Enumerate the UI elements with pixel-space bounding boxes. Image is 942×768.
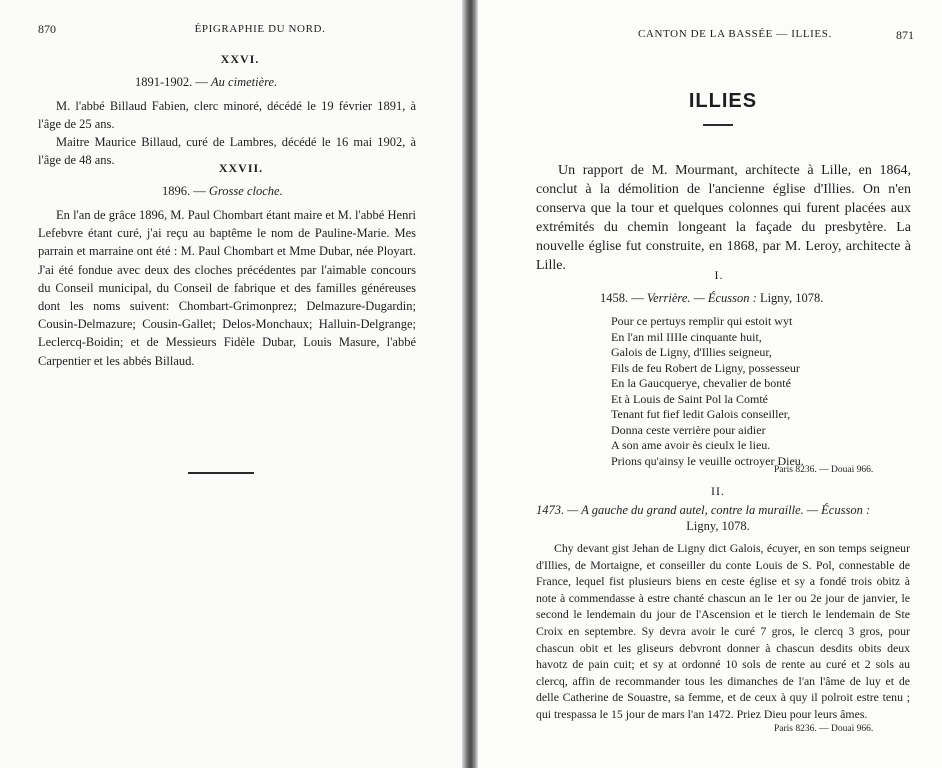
end-rule xyxy=(188,472,254,474)
section-xxvi-body xyxy=(38,97,416,169)
verse-line: En l'an mil IIIIe cinquante huit, xyxy=(611,329,762,344)
verse-line: Fils de feu Robert de Ligny, possesseur xyxy=(611,360,800,375)
page-title: ILLIES xyxy=(688,90,758,112)
section-ii-numeral: II. xyxy=(711,484,725,498)
section-xxvii-body xyxy=(38,206,416,370)
page-number-right: 871 xyxy=(896,28,914,42)
verse-line: Donna ceste verrière pour aidier xyxy=(611,422,766,437)
left-page xyxy=(0,0,462,768)
section-xxvi-date xyxy=(135,75,277,90)
verse-line: Galois de Ligny, d'Illies seigneur, xyxy=(611,345,772,359)
section-xxvii-text: En l'an de grâce 1896, M. Paul Chombart étant maire et M. l'abbé Henri Lefebvre étant curé, j'ai reçu au baptême le nom de Pauline-Marie. Mes parrain et marraine ont été : M. Paul Chombart et Mme Dubar, née Ployart. J'ai été fondue avec deux des cloches précédentes par l'aimable concours du Conseil municipal, du Conseil de fabrique et des familles généreuses dont les noms suivent: Chombart-Grimonprez; Delmazure-Dugardin; Cousin-Delmazure; Cousin-Gallet; Delos-Monchaux; Halluin-Delgrange; Leclercq-Boidin; et de Messieurs Fidèle Dubar, Louis Masure, l'abbé Carpentier et les abbés Billaud. xyxy=(38,208,416,368)
section-xxvi-date-prefix: 1891-1902. — xyxy=(135,75,208,89)
section-i-place: Verrière. — Écusson : xyxy=(646,291,757,305)
section-ii-heading-2: Ligny, 1078. xyxy=(686,519,750,533)
running-head-right: CANTON DE LA BASSÉE — ILLIES. xyxy=(638,28,832,40)
section-xxvii-date-prefix: 1896. — xyxy=(162,184,206,198)
right-page xyxy=(478,0,942,768)
verse-line: A son ame avoir ès cieulx le lieu. xyxy=(611,438,771,452)
intro-paragraph: Un rapport de M. Mourmant, architecte à Lille, en 1864, conclut à la démolition de l'ancienne église d'Illies. On n'en conserva que la tour et quelques colonnes qui furent placées aux extrémités du chemin longeant la façade du presbytère. La nouvelle église fut construite, en 1868, par M. Leroy, architecte à Lille. xyxy=(536,163,911,273)
section-xxvi-place: Au cimetière. xyxy=(211,75,278,89)
verse-line: Tenant fut fief ledit Galois conseiller, xyxy=(611,407,791,421)
running-head-left: ÉPIGRAPHIE DU NORD. xyxy=(194,23,326,35)
section-i-date xyxy=(600,291,823,306)
section-xxvi-entry-1: M. l'abbé Billaud Fabien, clerc minoré, décédé le 19 février 1891, à l'âge de 25 ans. xyxy=(38,99,416,131)
section-i-numeral: I. xyxy=(714,268,724,282)
section-i-date-suffix: Ligny, 1078. xyxy=(759,291,824,305)
section-xxvii-numeral: XXVII. xyxy=(218,161,264,175)
title-rule xyxy=(703,124,733,126)
section-xxvi-numeral: XXVI. xyxy=(220,52,260,66)
section-i-source: Paris 8236. — Douai 966. xyxy=(774,465,874,475)
section-ii-body xyxy=(536,540,910,723)
section-ii-heading-1: 1473. — A gauche du grand autel, contre la muraille. — Écusson : xyxy=(536,503,871,517)
section-ii-source: Paris 8236. — Douai 966. xyxy=(774,724,874,734)
section-i-date-prefix: 1458. — xyxy=(600,291,644,305)
section-xxvii-place: Grosse cloche. xyxy=(208,184,283,198)
page-number-left: 870 xyxy=(38,22,56,36)
section-xxvii-date xyxy=(162,184,283,199)
section-ii-text: Chy devant gist Jehan de Ligny dict Galois, écuyer, en son temps seigneur d'Illies, de Mortaigne, et conseiller du conte Louis de S. Pol, connestable de France, lequel fist plusieurs biens en ceste église et sy a fondé trois obitz à note à commendasse à estre chanté chascun an le 1er ou 2e jour de janvier, le second le lendemain du jour de l'Ascension et le tierch le lendemain de Ste Croix en septembre. Sy devra avoir le curé 7 gros, le clercq 3 gros, pour chascun obit et les gliseurs debvront donner à chascun desdits obits deux havotz de pain cuit; et sy at ordonné 10 sols de rente au curé et 2 sols au clercq, affin de recommander tous les dimanches de l'an l'âme de luy et de delle Catherine de Souastre, sa femme, et de ceux à quy il polroit estre tenu ; qui trespassa le 15 jour de mars l'an 1472. Priez Dieu pour leurs âmes. xyxy=(536,541,910,721)
verse-line: Et à Louis de Saint Pol la Comté xyxy=(611,391,768,406)
verse-line: Prions qu'ainsy le veuille octroyer Dieu. xyxy=(611,453,804,468)
verse-line: Pour ce pertuys remplir qui estoit wyt xyxy=(611,314,793,328)
section-i-verse xyxy=(611,314,804,469)
verse-line: En la Gaucqueryе, chevalier de bonté xyxy=(611,376,791,390)
section-xxvi-entry-2: Maitre Maurice Billaud, curé de Lambres, décédé le 16 mai 1902, à l'âge de 48 ans. xyxy=(38,135,416,167)
book-gutter xyxy=(462,0,478,768)
